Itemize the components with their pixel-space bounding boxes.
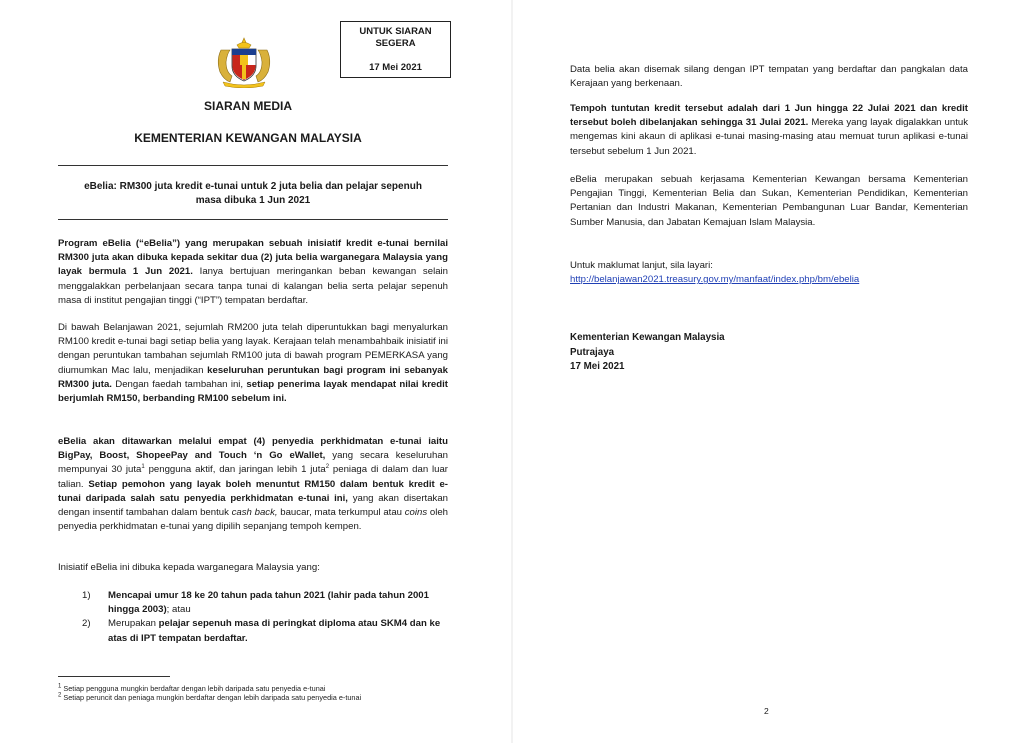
footnote-2 [58,693,361,702]
paragraph-1-bold: Program eBelia (“eBelia”) yang merupakan sebuah inisiatif kredit e-tunai bernilai RM300 juta akan dibuka kepada sekitar dua (2) juta belia warganegara Malaysia yang layak bermula 1 Jun 2021. [58,238,448,278]
divider-top [58,165,448,166]
list-number: 1) [82,590,91,601]
list-item-text: ; atau [166,604,191,616]
malaysia-coat-of-arms-icon [213,36,275,88]
page-gutter [511,0,513,743]
paragraph-3-text-6: oleh penyedia perkhidmatan e-tunai yang dipilih sepanjang tempoh kempen. [58,507,448,533]
paragraph-3-bold-2: Setiap pemohon yang layak boleh menuntut RM150 dalam bentuk kredit e-tunai daripada salah satu penyedia perkhidmatan e-tunai ini, [58,478,448,504]
signature-block [570,331,725,375]
subject-line-2: masa dibuka 1 Jun 2021 [195,195,311,206]
paragraph-2-text-1: Di bawah Belanjawan 2021, sejumlah RM200 juta telah diperuntukkan bagi menyalurkan RM100 kredit e-tunai bagi setiap belia yang layak. Kerajaan telah menambahbaik inisiatif ini dengan peruntukan tambahan sejumlah RM100 juta di bawah program PEMERKASA yang diumumkan Mac lalu, menjadikan [58,322,448,376]
signature-place: Putrajaya [570,346,615,358]
paragraph-3-italic-2: coins [404,507,428,519]
ebelia-link[interactable]: http://belanjawan2021.treasury.gov.my/manfaat/index.php/bm/ebelia [570,274,860,286]
subject-line-1: eBelia: RM300 juta kredit e-tunai untuk 2 juta belia dan pelajar sepenuh [84,181,422,192]
right-paragraph-4 [570,259,968,287]
stamp-line-1: UNTUK SIARAN [359,26,432,37]
paragraph-3-text-4: yang akan disertakan dengan insentif tambahan dalam bentuk [58,492,449,519]
footnote-1 [58,684,325,693]
more-info-label: Untuk maklumat lanjut, sila layari: [570,260,713,271]
list-number: 2) [82,618,91,630]
signature-ministry: Kementerian Kewangan Malaysia [570,332,725,343]
paragraph-3-text-1: yang secara keseluruhan mempunyai 30 juta [58,450,448,476]
paragraph-4: Inisiatif eBelia ini dibuka kepada warganegara Malaysia yang: [58,562,320,573]
paragraph-3 [58,435,448,534]
footnote-2-marker: 2 [58,692,62,699]
paragraph-2-bold-1: keseluruhan peruntukan bagi program ini sebanyak RM300 juta. [58,364,448,390]
subject-title [70,180,436,208]
list-item-text: Merupakan [108,618,159,630]
paragraph-3-text-5: baucar, mata terkumpul atau [277,507,405,519]
footnote-divider [58,676,170,677]
ministry-heading: KEMENTERIAN KEWANGAN MALAYSIA [134,131,362,145]
release-stamp-box [340,21,451,78]
right-paragraph-1: Data belia akan disemak silang dengan IPT tempatan yang berdaftar dan pangkalan data Kerajaan yang berkenaan. [570,64,968,90]
footnote-2-text: Setiap peruncit dan peniaga mungkin berdaftar dengan lebih daripada satu penyedia e-tunai [61,693,362,702]
list-item [58,589,448,617]
paragraph-3-text-2: pengguna aktif, dan jaringan lebih 1 juta [144,464,326,476]
paragraph-2-text-2: Dengan faedah tambahan ini, [111,378,247,390]
right-paragraph-3: eBelia merupakan sebuah kerjasama Kementerian Kewangan bersama Kementerian Pengajian Tinggi, Kementerian Belia dan Sukan, Kementerian Pendidikan, Kementerian Pertanian dan Industri Makanan, Kementerian Pembangunan Luar Bandar, Kementerian Sumber Manusia, dan Jabatan Kemajuan Islam Malaysia. [570,174,968,228]
divider-bottom [58,219,448,220]
stamp-line-2: SEGERA [375,38,416,49]
claim-period-bold: Tempoh tuntutan kredit tersebut adalah dari 1 Jun hingga 22 Julai 2021 dan kredit tersebut boleh dibelanjakan sehingga 31 Julai 2021. [570,103,968,129]
right-paragraph-2 [570,102,968,159]
paragraph-3-text-3: peniaga di dalam dan luar talian. [58,464,449,490]
list-item-bold: pelajar sepenuh masa di peringkat diploma atau SKM4 dan ke atas di IPT tempatan berdaftar. [108,618,441,644]
paragraph-1 [58,237,448,308]
footnote-ref-1: 1 [141,464,145,471]
page-number: 2 [764,706,769,716]
footnote-1-text: Setiap pengguna mungkin berdaftar dengan lebih daripada satu penyedia e-tunai [61,684,326,693]
paragraph-3-italic-1: cash back, [231,507,278,519]
right-paragraph-2-text: Mereka yang layak digalakkan untuk mengemas kini akaun di aplikasi e-tunai masing-masing atau memuat turun aplikasi e-tunai tersebut sebelum 1 Jun 2021. [570,117,968,157]
list-item-bold: Mencapai umur 18 ke 20 tahun pada tahun 2021 (lahir pada tahun 2001 hingga 2003) [108,590,429,616]
footnote-ref-2: 2 [325,464,330,471]
stamp-date: 17 Mei 2021 [369,62,422,73]
paragraph-2 [58,321,448,406]
paragraph-3-bold-1: eBelia akan ditawarkan melalui empat (4) penyedia perkhidmatan e-tunai iaitu BigPay, Boost, ShopeePay and Touch ‘n Go eWallet, [58,436,448,462]
paragraph-1-text: Ianya bertujuan meringankan beban kewangan selain menggalakkan perbelanjaan secara tanpa tunai di kalangan belia serta pelajar sepenuh masa di institut pengajian tinggi (“IPT”) tempatan berdaftar. [58,266,449,306]
media-release-heading: SIARAN MEDIA [203,99,292,113]
footnote-1-marker: 1 [58,683,62,690]
eligibility-list [58,589,448,646]
signature-date: 17 Mei 2021 [570,361,625,372]
list-item [58,617,448,645]
paragraph-2-bold-2: setiap penerima layak mendapat nilai kredit berjumlah RM150, berbanding RM100 sebelum ini. [58,378,448,405]
